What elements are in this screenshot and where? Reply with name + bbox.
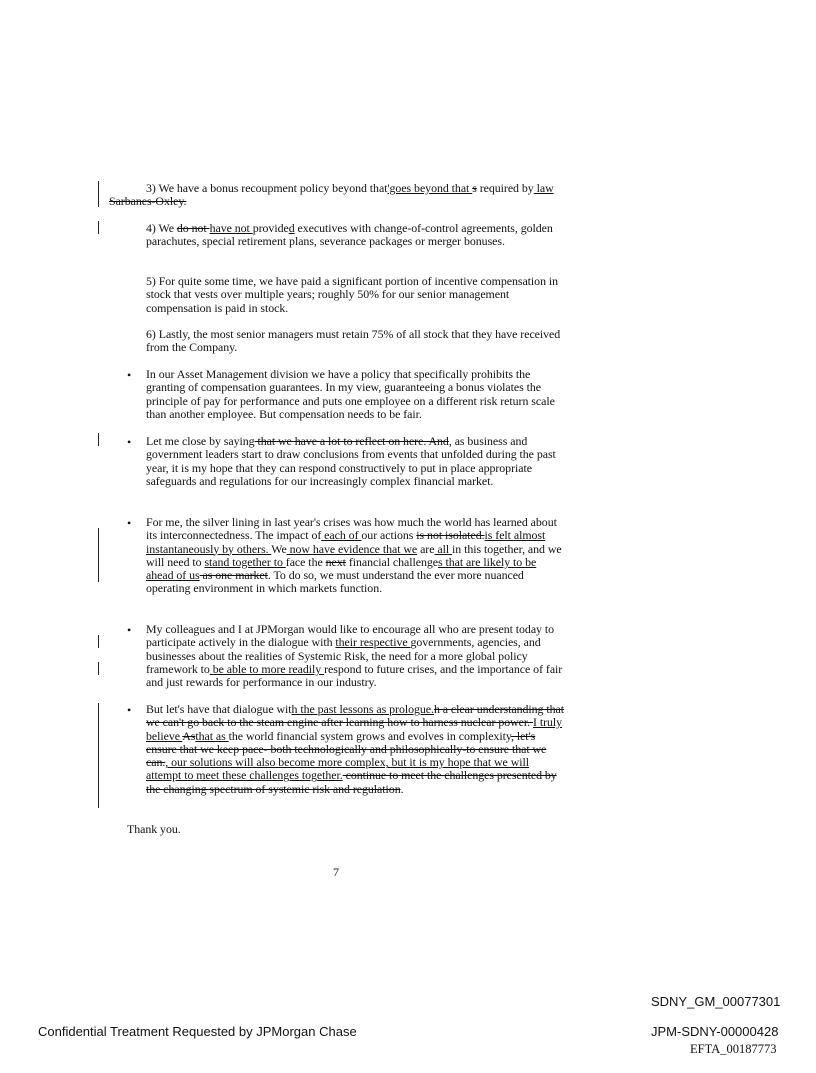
revision-bar xyxy=(98,662,99,675)
text-run: governments, agencies, and businesses about the realities of Systemic Risk, the need for a more global policy framework to xyxy=(146,635,541,676)
text-run: . To do so, we must understand the ever more nuanced operating environment in which markets function. xyxy=(146,568,524,596)
text-run: are xyxy=(417,541,435,556)
policy-item-6 xyxy=(146,328,564,355)
text-run: 5) For quite some time, we have paid a significant portion of incentive compensation in stock that vests over multiple years; roughly 50% for our senior management compensation is paid in stock. xyxy=(146,274,559,315)
revision-bar xyxy=(98,635,99,648)
inserted-text: , our solutions will also become more complex, but it is my hope that we will attempt to meet these challenges together. xyxy=(146,755,529,783)
confidential-notice: Confidential Treatment Requested by JPMorgan Chase xyxy=(38,1024,357,1039)
inserted-text: each of xyxy=(321,528,362,543)
text-run: in this together, and we will need to xyxy=(146,541,562,569)
deleted-text: is not isolated. xyxy=(416,528,485,543)
deleted-text: do not xyxy=(176,221,210,235)
text-run: . xyxy=(400,781,404,796)
text-run: Let me close by saying xyxy=(146,434,255,448)
deleted-text: h a clear understanding that we can't go back to the steam engine after learning how to harness nuclear power. xyxy=(146,702,564,730)
inserted-text: h the past lessons as prologue. xyxy=(291,702,434,716)
inserted-text: have not xyxy=(209,221,253,235)
inserted-text: now have evidence that we xyxy=(286,541,418,556)
bullet-marker: • xyxy=(127,435,132,449)
deleted-text: Sarbanes-Oxley. xyxy=(109,194,187,209)
revision-bar xyxy=(98,433,99,446)
text-run: provide xyxy=(252,221,289,235)
inserted-text: stand together to xyxy=(204,554,286,569)
text-run: , as business and government leaders start to draw conclusions from events that unfolded during the past year, it is my hope that they can respond constructively to put in place appropriate safeguards and regulations for our increasingly complex financial market. xyxy=(146,434,556,488)
revision-bar xyxy=(98,528,99,582)
inserted-text: all xyxy=(434,541,453,556)
text-run: respond to future crises, and the importance of fair and just rewards for performance in our industry. xyxy=(146,661,563,690)
text-run: executives with change-of-control agreements, golden parachutes, special retirement plans, severance packages or merger bonuses. xyxy=(146,221,553,249)
text-run: financial challenge xyxy=(345,554,438,569)
bullet-paragraph-dialogue xyxy=(146,703,564,796)
policy-item-5 xyxy=(146,275,564,315)
deleted-text: next xyxy=(325,554,346,569)
deleted-text: that we have a lot to reflect on here. And xyxy=(254,434,449,448)
inserted-text: 'goes beyond that xyxy=(387,181,473,195)
text-run: 3) We have a bonus recoupment policy beyond that xyxy=(146,181,388,195)
inserted-text: that as xyxy=(195,728,229,743)
text-run: the world financial system grows and evolves in complexity xyxy=(228,728,511,743)
text-run: 6) Lastly, the most senior managers must retain 75% of all stock that they have received from the Company. xyxy=(146,327,561,355)
text-run: face the xyxy=(285,554,326,569)
text-run: required xyxy=(476,181,522,195)
inserted-text: their respective xyxy=(335,635,411,650)
inserted-text: s that are likely to be ahead of us xyxy=(146,554,537,583)
text-run: Thank you. xyxy=(127,822,181,836)
inserted-text: d xyxy=(288,221,295,235)
deleted-text: continue to meet the challenges presented by the changing spectrum of systemic risk and regulation xyxy=(146,768,557,796)
bullet-paragraph-colleagues xyxy=(146,623,564,689)
deleted-text: as one market xyxy=(199,568,268,583)
inserted-text: be able to more readily xyxy=(209,661,325,676)
bullet-marker: • xyxy=(127,368,132,382)
text-run: But let's have that dialogue wit xyxy=(146,702,292,716)
inserted-text: law xyxy=(533,181,554,195)
bullet-paragraph-asset-management xyxy=(146,368,564,421)
deleted-text: s xyxy=(472,181,477,195)
deleted-text: As xyxy=(182,728,196,743)
bullet-paragraph-closing xyxy=(146,435,564,488)
text-run: We xyxy=(271,541,287,556)
revision-bar xyxy=(98,181,99,207)
page-number: 7 xyxy=(333,865,339,879)
text-run: by xyxy=(521,181,534,195)
bates-sdny-gm: SDNY_GM_00077301 xyxy=(651,994,781,1009)
policy-item-3 xyxy=(109,182,564,209)
bullet-marker: • xyxy=(127,703,132,717)
bullet-marker: • xyxy=(127,623,132,637)
revision-bar xyxy=(98,221,99,234)
bates-jpm: JPM-SDNY-00000428 xyxy=(651,1024,779,1039)
revision-bar xyxy=(98,703,99,808)
inserted-text: is felt almost instantaneously by others. xyxy=(146,528,546,556)
bullet-paragraph-silver-lining xyxy=(146,516,564,596)
text-run: In our Asset Management division we have a policy that specifically prohibits the granting of compensation guarantees. In my view, guaranteeing a bonus violates the principle of pay for performance and puts one employee on a different risk return scale than another employee. But compensation needs to be fair. xyxy=(146,367,555,421)
text-run: For me, the silver lining in last year's crises was how much the world has learned about its interconnectedness. The impact of xyxy=(146,515,557,543)
text-run: My colleagues and I at JPMorgan would like to encourage all who are present today to participate actively in the dialogue with xyxy=(146,622,555,650)
efta-number: EFTA_00187773 xyxy=(690,1042,777,1056)
inserted-text: I truly believe xyxy=(146,715,563,743)
closing-thank-you xyxy=(127,823,327,836)
text-run: 4) We xyxy=(146,221,177,235)
deleted-text: , let's ensure that we keep pace- both technologically and philosophically-to ensure that we can. xyxy=(146,728,547,770)
text-run: our actions xyxy=(361,528,417,543)
bullet-marker: • xyxy=(127,516,132,530)
policy-item-4 xyxy=(146,222,564,249)
